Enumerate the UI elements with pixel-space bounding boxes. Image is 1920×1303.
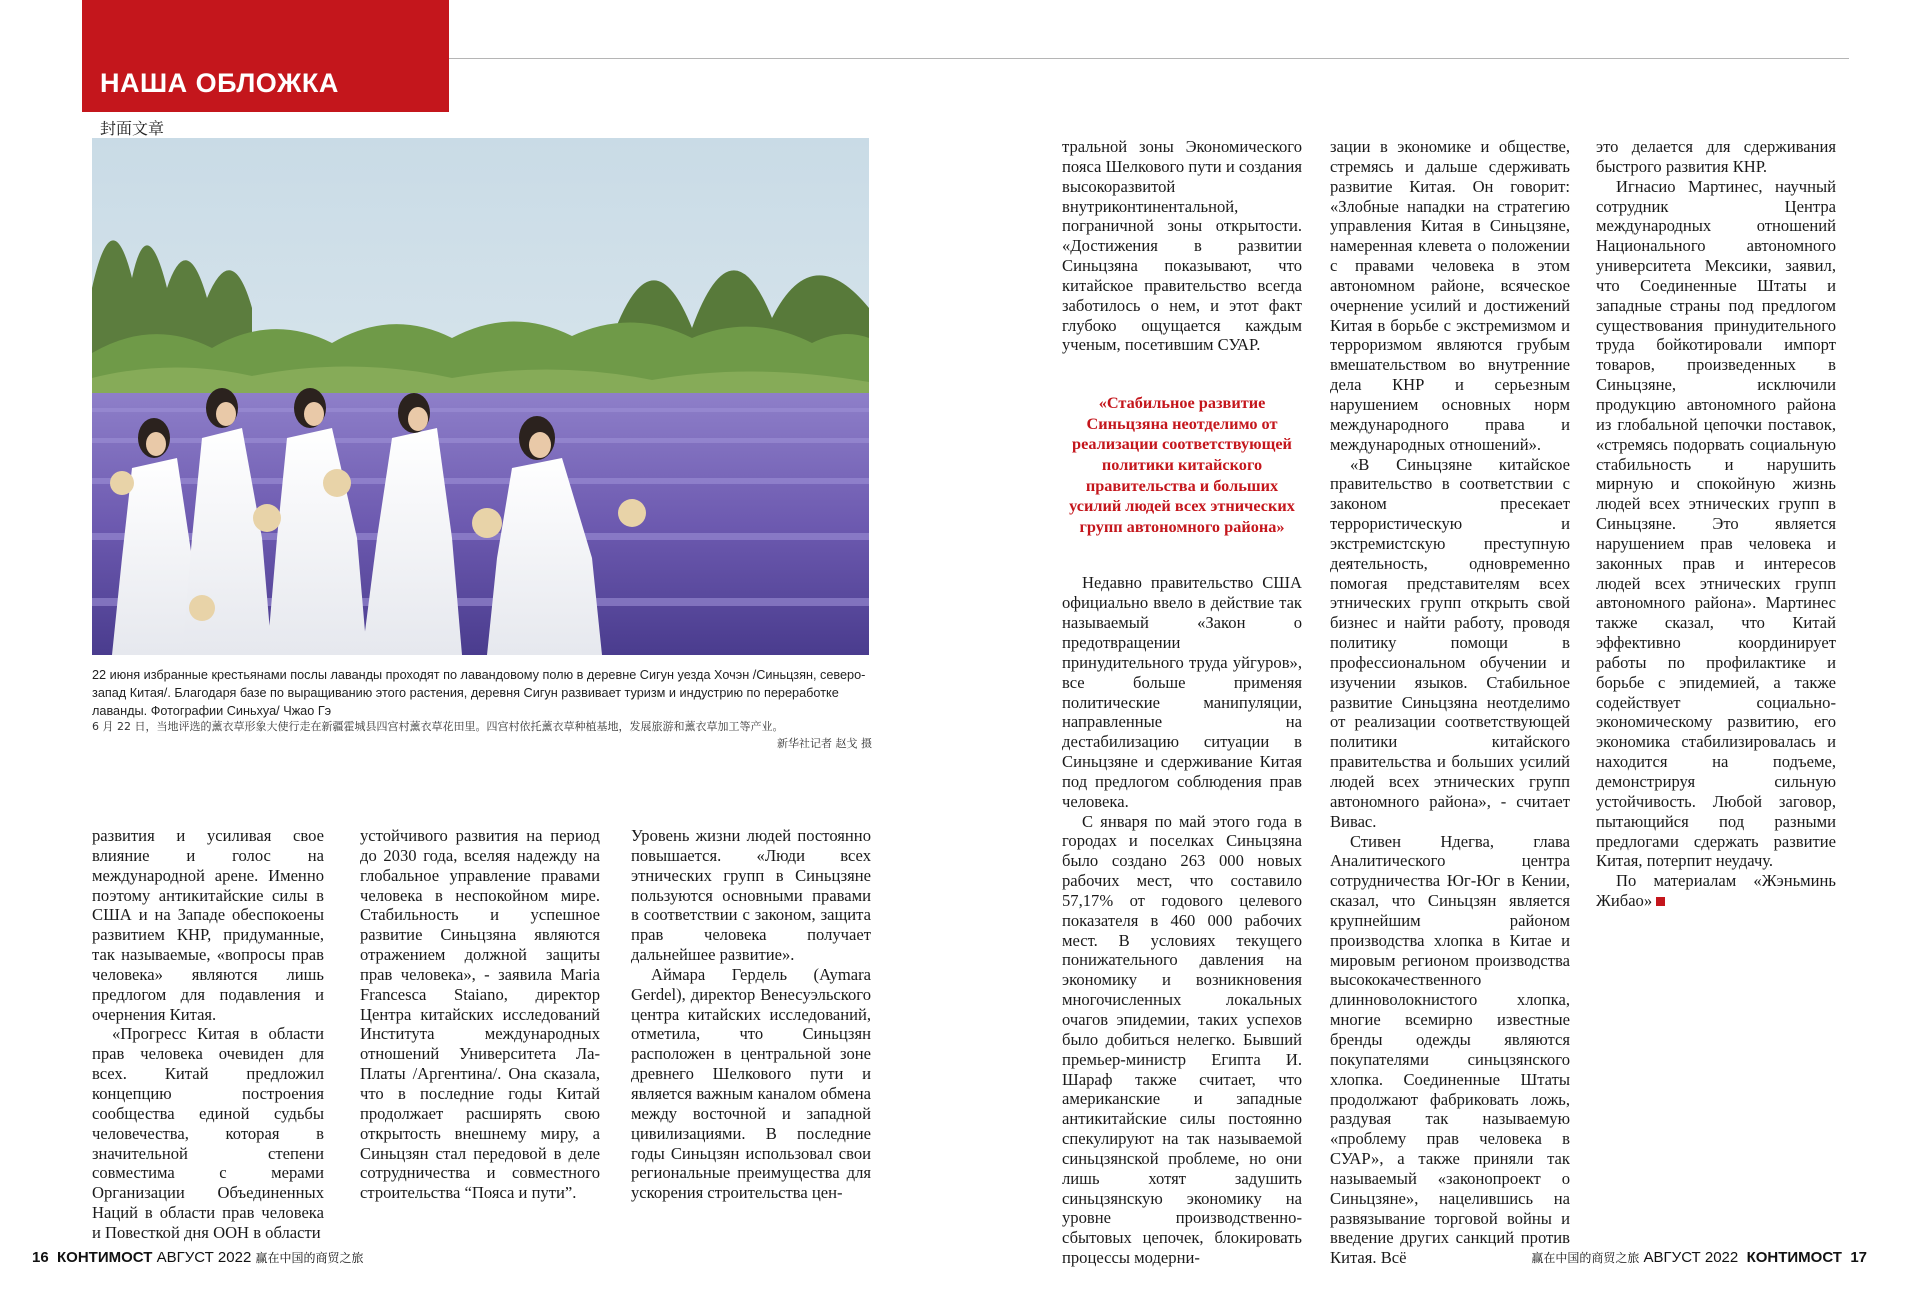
section-tab [82, 0, 449, 112]
paragraph: зации в экономике и обществе, стремясь и дальше сдерживать развитие Китая. Он говорит: «Злобные нападки на стратегию управления Китая в Синьцзяне, намеренная клевета о положении с правами человека в этом автономном районе, всяческое очернение усилий и достижений Китая в борьбе с экстремизмом и терроризмом являются грубым вмешательством во внутренние дела КНР и серьезным нарушением основных норм международного права и международных отношений». [1330, 137, 1570, 454]
cover-photo [92, 138, 869, 655]
header-rule [449, 58, 1849, 59]
sign-off-text: По материалам «Жэньминь Жибао» [1596, 871, 1836, 911]
photo-caption-cn [92, 718, 872, 752]
slogan-right: 赢在中国的商贸之旅 [1531, 1251, 1640, 1265]
issue-left: АВГУСТ 2022 [156, 1249, 252, 1266]
footer-left [32, 1249, 363, 1266]
paragraph: Аймара Гердель (Aymara Gerdel), директор Венесуэльского центра китайских исследований, отметила, что Синьцзян расположен в центральной зоне древнего Шелкового пути и является важным каналом обмена между восточной и западной цивилизациями. В последние годы Синьцзян использовал свои региональные преимущества для ускорения строительства цен- [631, 964, 871, 1203]
slogan-left: 赢在中国的商贸之旅 [255, 1251, 364, 1265]
page-number-left: 16 [32, 1249, 49, 1266]
paragraph: С января по май этого года в городах и поселках Синьцзяна было создано 263 000 новых рабочих мест, что составило 57,17% от годового целевого показателя в 460 000 рабочих мест. В условиях текущего понижательного давления на экономику и возникновения многочисленных локальных очагов эпидемии, таких успехов было добиться нелегко. Бывший премьер-министр Египта И. Шараф также считает, что американские и западные антикитайские силы постоянно спекулируют на так называемой синьцзянской проблеме, но они лишь хотят задушить синьцзянскую экономику на уровне производственно-сбытовых цепочек, блокировать процессы модерни- [1062, 811, 1302, 1268]
paragraph: Недавно правительство США официально ввело в действие так называемый «Закон о предотвращении принудительного труда уйгуров», все больше применяя политические манипуляции, направленные на дестабилизацию ситуации в Синьцзяне и сдерживание Китая под предлогом соблюдения прав человека. [1062, 573, 1302, 811]
article-column-5 [1330, 137, 1570, 1268]
paragraph: это делается для сдерживания быстрого развития КНР. [1596, 137, 1836, 176]
paragraph: устойчивого развития на период до 2030 года, вселяя надежду на глобальное управление правами человека в неспокойном мире. Стабильность и успешное развитие Синьцзяна являются отражением должной защиты прав человека», - заявила Maria Francesca Staiano, директор Центра китайских исследований Института международных отношений Университета Ла-Платы /Аргентина/. Она сказала, что в последние годы Китай продолжает расширять свою открытость внешнему миру, а Синьцзян стал передовой в деле сотрудничества и совместного строительства “Пояса и пути”. [360, 826, 600, 1203]
article-column-2 [360, 826, 600, 1203]
article-column-3 [631, 826, 871, 1203]
lavender-field-photo [92, 138, 869, 655]
paragraph: Уровень жизни людей постоянно повышается. «Люди всех этнических групп в Синьцзяне пользуются основными правами в соответствии с законом, защита прав человека получает дальнейшее развитие». [631, 826, 871, 965]
magazine-name-left: КОНТИМОСТ [57, 1249, 153, 1266]
photo-credit-cn: 新华社记者 赵戈 摄 [777, 737, 872, 750]
paragraph: развития и усиливая свое влияние и голос на международной арене. Именно поэтому антикитайские силы в США и на Западе обеспокоены развитием КНР, придуманные, так называемые, «вопросы прав человека» являются лишь предлогом для подавления и очернения Китая. [92, 826, 324, 1024]
section-subtitle: 封面文章 [100, 119, 165, 138]
paragraph: Стивен Ндегва, глава Аналитического центра сотрудничества Юг-Юг в Кении, сказал, что Синьцзян является крупнейшим районом производства хлопка в Китае и мировым регионом производства высококачественного длинноволокнистого хлопка, многие всемирно известные бренды одежды являются покупателями синьцзянского хлопка. Соединенные Штаты продолжают фабриковать ложь, раздувая так называемую «проблему прав человека в СУАР», а также приняли так называемый «законопроект о Синьцзяне», нацелившись на развязывание торговой войны и введение других санкций против Китая. Всё [1330, 831, 1570, 1268]
photo-caption: 22 июня избранные крестьянами послы лаванды проходят по лавандовому полю в деревне Сигун уезда Хочэн /Синьцзян, северо-запад Китая/. Благодаря базе по выращиванию этого растения, деревня Сигун развивает туризм и индустрию по переработке лаванды. Фотографии Синьхуа/ Чжао Гэ [92, 668, 866, 718]
section-title: НАША ОБЛОЖКА [100, 68, 339, 98]
article-column-4 [1062, 137, 1302, 1268]
issue-right: АВГУСТ 2022 [1643, 1249, 1739, 1266]
paragraph: «В Синьцзяне китайское правительство в соответствии с законом пресекает террористическую и экстремистскую преступную деятельность, одновременно помогая представителям всех этнических групп открыть свой бизнес и найти работу, проводя политику помощи в профессиональном обучении и изучении языков. Стабильное развитие Синьцзяна неотделимо от реализации соответствующей политики китайского правительства и больших усилий людей всех этнических групп автономного района», - считает Вивас. [1330, 454, 1570, 831]
paragraph: «Прогресс Китая в области прав человека очевиден для всех. Китай предложил концепцию построения сообщества единой судьбы человечества, которая в значительной степени совместима с мерами Организации Объединенных Наций в области прав человека и Повесткой дня ООН в области [92, 1024, 324, 1242]
page-number-right: 17 [1850, 1249, 1867, 1266]
paragraph: Игнасио Мартинес, научный сотрудник Центра международных отношений Национального автономного университета Мексики, заявил, что Соединенные Штаты и западные страны под предлогом существования принудительного труда бойкотировали импорт товаров, произведенных в Синьцзяне, исключили продукцию автономного района из глобальной цепочки поставок, «стремясь подорвать социальную стабильность и нарушить мирную и спокойную жизнь людей всех этнических групп в Синьцзяне. Это является нарушением прав человека и законных прав и интересов людей всех этнических групп автономного района». Мартинес также сказал, что Китай эффективно координирует работы по профилактике и борьбе с эпидемией, а также содействует социально-экономическому развитию, его экономика стабилизировалась и находится на подъеме, демонстрируя сильную устойчивость. Любой заговор, пытающийся под разными предлогами сдержать развитие Китая, потерпит неудачу. [1596, 176, 1836, 871]
paragraph: тральной зоны Экономического пояса Шелкового пути и создания высокоразвитой внутриконтинентальной, пограничной зоны открытости. «Достижения в развитии Синьцзяна показывают, что китайское правительство всегда заботилось о нем, и этот факт глубоко ощущается каждым ученым, посетившим СУАР. [1062, 137, 1302, 355]
article-column-6 [1596, 137, 1836, 911]
sign-off [1596, 871, 1836, 911]
magazine-name-right: КОНТИМОСТ [1746, 1249, 1842, 1266]
pull-quote: «Стабильное развитие Синьцзяна неотделимо от реализации соответствующей политики китайского правительства и больших усилий людей всех этнических групп автономного района» [1069, 393, 1295, 536]
footer-right [1531, 1249, 1867, 1266]
article-column-1 [92, 826, 324, 1243]
end-mark-icon [1656, 897, 1665, 906]
caption-cn-text: 6 月 22 日，当地评选的薰衣草形象大使行走在新疆霍城县四宫村薰衣草花田里。四宫村依托薰衣草种植基地，发展旅游和薰衣草加工等产业。 [92, 720, 784, 733]
